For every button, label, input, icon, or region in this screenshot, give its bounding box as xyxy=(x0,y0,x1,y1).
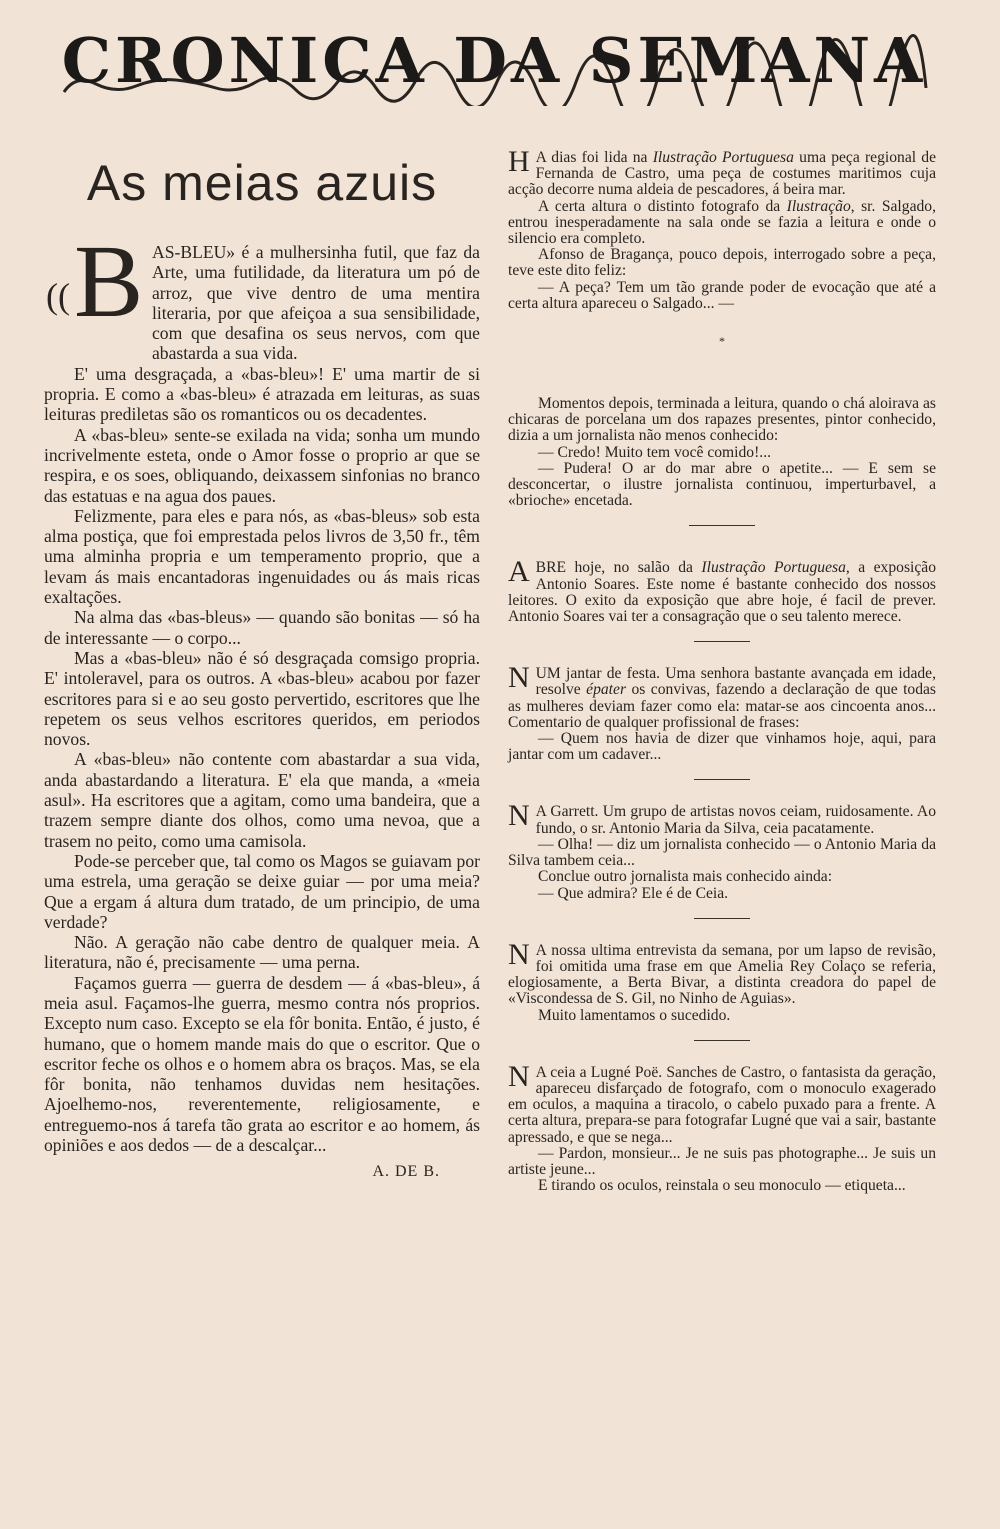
paragraph: Felizmente, para eles e para nós, as «bas-bleus» sob esta alma postiça, que foi emprestada pelos livros de 3,50 fr., têm uma alminha propria e um temperamento proprio, que a levam ás mais encantadoras ingenuidades ou ás mais ricas exaltações. xyxy=(44,505,480,608)
paragraph: — Pardon, monsieur... Je ne suis pas photographe... Je suis un artiste jeune... xyxy=(508,1144,936,1178)
masthead xyxy=(56,14,932,106)
paragraph: A «bas-bleu» não contente com abastardar a sua vida, anda abastardando a literatura. E' ela que manda, a «meia asul». Ha escritores que a agitam, como uma bandeira, que a trazem sempre diante dos olhos, como uma nevoa, que a trasem no peito, como uma camisola. xyxy=(44,749,480,851)
paragraph: Na alma das «bas-bleus» — quando são bonitas — só ha de interessante — o corpo... xyxy=(44,607,480,648)
paragraph: Conclue outro jornalista mais conhecido ainda: xyxy=(538,868,833,886)
paragraph: Muito lamentamos o sucedido. xyxy=(538,1006,731,1024)
paragraph: Pode-se perceber que, tal como os Magos se guiavam por uma estrela, uma geração se deixe guiar — por uma meia? Que a ergam á altura dum tratado, de um principio, de uma verdade? xyxy=(44,850,480,932)
initial-letter: N xyxy=(508,937,530,971)
initial-letter: N xyxy=(508,661,530,695)
drop-cap-letter: B xyxy=(74,224,144,339)
divider xyxy=(694,779,750,780)
signature: A. DE B. xyxy=(372,1163,440,1181)
paragraph: — Olha! — diz um jornalista conhecido — o Antonio Maria da Silva tambem ceia... xyxy=(508,835,936,870)
chronicle-column xyxy=(508,145,937,1195)
article-lead xyxy=(44,224,480,364)
article-left xyxy=(44,150,480,1181)
note-entrevista: N A nossa ultima entrevista da semana, por um lapso de revisão, foi omitida uma frase em que Amelia Rey Colaço se referia, elogiosamente, a Berta Bivar, a distinta creadora do papel de «Viscondessa de S. Gil, no Ninho de Aguias». Muito lamentamos o sucedido. xyxy=(508,937,936,1024)
paragraph: — Credo! Muito tem você comido!... xyxy=(538,443,771,461)
article-headline: As meias azuis xyxy=(86,155,438,211)
note-lugne-poe: N A ceia a Lugné Poë. Sanches de Castro, o fantasista da geração, apareceu disfarçado de fotografo, com o monoculo exagerado em oculos, a maquina a tiracolo, o cabelo puxado para a frente. A certa altura, prepara-se para fotografar Lugné que vai a sair, bastante apressado, e que se nega... — Pardon, monsieur... Je ne suis pas photographe... Je suis un artiste jeune... E tirando os oculos, reinstala o seu monoculo — etiqueta... xyxy=(508,1059,936,1195)
paragraph: A «bas-bleu» sente-se exilada na vida; sonha um mundo incrivelmente esteta, onde o Amor fosse o proprio ar que se respira, e os soes, obliquando, deixassem sinfonias no branco das estatuas e na agua dos paues. xyxy=(44,424,480,506)
divider xyxy=(694,641,750,642)
paragraph: E tirando os oculos, reinstala o seu monoculo — etiqueta... xyxy=(538,1177,906,1195)
paragraph: Façamos guerra — guerra de desdem — á «bas-bleu», á meia asul. Façamos-lhe guerra, mesmo contra nós proprios. Excepto num caso. Excepto se ela fôr bonita. Então, é justo, é humano, que o homem mande mais do que o escritor. Que o escritor feche os olhos e o homem abra os braços. Mas, se ela fôr bonita, não tenhamos duvidas nem hesitações. Ajoelhemo-nos, reverentemente, religiosamente, e entreguemo-nos á tarefa tão grata ao escritor e ao homem, ás opiniões e aos dedos — de a descalçar... xyxy=(44,972,480,1156)
note-brioche xyxy=(508,396,936,509)
paragraph: Momentos depois, terminada a leitura, quando o chá aloirava as chicaras de porcelana um dos rapazes presentes, pintor conhecido, dizia a um jornalista não menos conhecido: xyxy=(508,395,936,445)
note-garrett: N A Garrett. Um grupo de artistas novos ceiam, ruidosamente. Ao fundo, o sr. Antonio Maria da Silva, ceia pacatamente. — Olha! — diz um jornalista conhecido — o Antonio Maria da Silva tambem ceia... Conclue outro jornalista mais conhecido ainda: — Que admira? Ele é de Ceia. xyxy=(508,799,936,902)
drop-cap xyxy=(44,224,152,342)
initial-letter: N xyxy=(508,799,530,833)
paragraph: — Pudera! O ar do mar abre o apetite... — E sem se desconcertar, o ilustre jornalista continuou, imperturbavel, a «brioche» encetada. xyxy=(508,459,936,510)
divider xyxy=(689,525,755,526)
paragraph: Não. A geração não cabe dentro de qualquer meia. A literatura, não é, precisamente — uma perna. xyxy=(44,932,480,973)
initial-letter: H xyxy=(508,145,530,178)
lead-paragraph: AS-BLEU» é a mulhersinha futil, que faz da Arte, uma futilidade, da literatura um pó de arroz, que vive dentro de uma mentira literaria, por que afeiçoa a sua sensibilidade, com que desafina os seus nervos, com que abastarda a sua vida. xyxy=(152,242,480,364)
paragraph: Afonso de Bragança, pouco depois, interrogado sobre a peça, teve este dito feliz: xyxy=(508,246,936,280)
drop-cap-quote: (( xyxy=(46,276,70,316)
paragraph: — Quem nos havia de dizer que vinhamos hoje, aqui, para jantar com um cadaver... xyxy=(508,730,936,764)
note-ilustracao: H A dias foi lida na Ilustração Portuguesa uma peça regional de Fernanda de Castro, uma peça de costumes maritimos cuja acção decorre numa aldeia de pescadores, á beira mar. A certa altura o distinto fotografo da Ilustração, sr. Salgado, entrou inesperadamente na sala onde se fazia a leitura e onde o silencio era completo. Afonso de Bragança, pouco depois, interrogado sobre a peça, teve este dito feliz: — A peça? Tem um tão grande poder de evocação que até a certa altura apareceu o Salgado... — xyxy=(508,145,937,312)
note-exposicao: ABRE hoje, no salão da Ilustração Portuguesa, a exposição Antonio Soares. Este nome é bastante conhecido dos nossos leitores. O exito da exposição que abre hoje, é facil de prever. Antonio Soares vai ter a consagração que o seu talento merece. xyxy=(508,555,936,626)
paragraph: Mas a «bas-bleu» não é só desgraçada comsigo propria. E' intoleravel, para os outros. A «bas-bleu» acabou por fazer escritores para si e ao seu gosto pervertido, escritores que lhe repetem os seus velhos escritores queridos, em periodos novos. xyxy=(44,647,480,750)
paragraph: — A peça? Tem um tão grande poder de evocação que até a certa altura apareceu o Salgado... — xyxy=(508,278,936,312)
initial-letter: A xyxy=(508,555,530,589)
star-separator: * xyxy=(719,334,725,349)
masthead-title: CRONICA DA SEMANA xyxy=(61,23,927,97)
divider xyxy=(694,918,750,919)
divider xyxy=(694,1040,750,1041)
paragraph: — Que admira? Ele é de Ceia. xyxy=(538,884,729,902)
initial-letter: N xyxy=(508,1059,530,1093)
note-jantar: NUM jantar de festa. Uma senhora bastante avançada em idade, resolve épater os convivas, fazendo a declaração de que todas as mulheres deviam fazer como ela: matar-se aos cincoenta anos... Comentario de qualquer profissional de frases: — Quem nos havia de dizer que vinhamos hoje, aqui, para jantar com um cadaver... xyxy=(508,661,936,764)
paragraph: E' uma desgraçada, a «bas-bleu»! E' uma martir de si propria. E como a «bas-bleu» é atrazada em leituras, as suas leituras prediletas são os romanticos ou os decadentes. xyxy=(44,363,480,425)
